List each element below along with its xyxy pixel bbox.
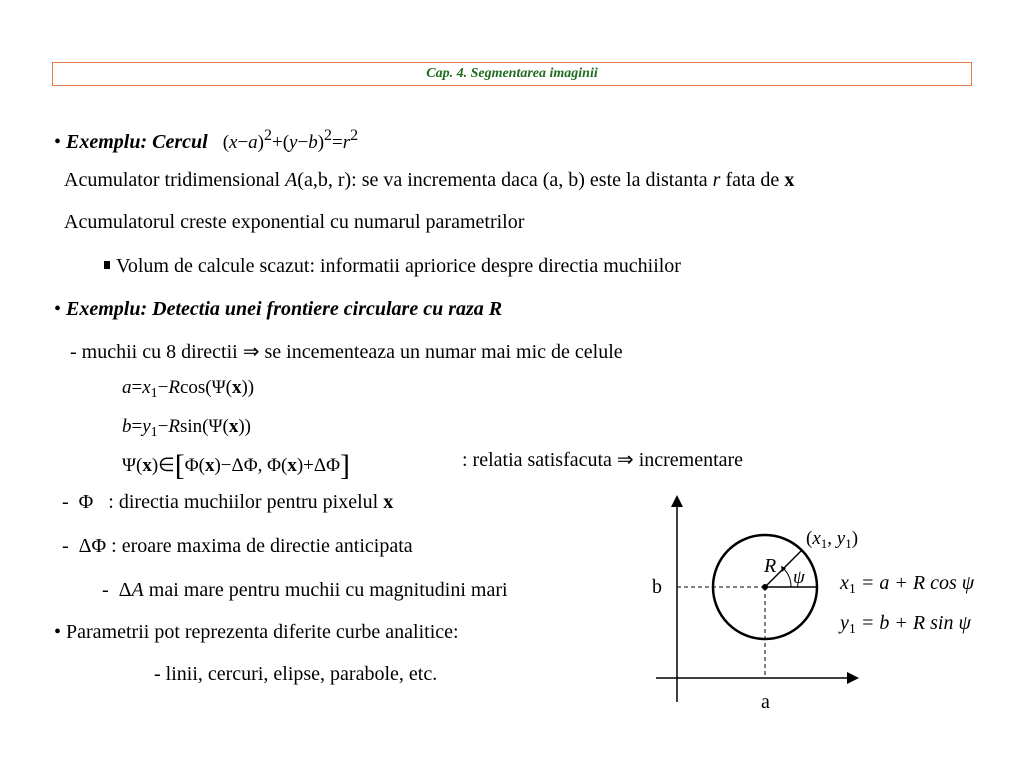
- circular-boundary-label: Exemplu: Detectia unei frontiere circulare cu raza R: [66, 298, 503, 320]
- angle-arc: [784, 569, 791, 587]
- accumulator-growth-line: Acumulatorul creste exponential cu numarul parametrilor: [64, 211, 525, 233]
- chapter-title: Cap. 4. Segmentarea imaginii: [426, 66, 598, 81]
- definition-phi: - Φ : directia muchiilor pentru pixelul x: [62, 491, 394, 513]
- formula-a: $a=x_1-Rcos(\Psi(x))$: [122, 377, 255, 401]
- label-R: R: [764, 555, 777, 577]
- implies-arrow-icon: ⇒: [616, 449, 634, 471]
- label-psi: ψ: [793, 567, 805, 588]
- param-eq-y1: $y_1 = b + R$ sin ψ: [840, 612, 971, 637]
- bullet-dot: •: [54, 131, 62, 153]
- chapter-header: [52, 62, 972, 86]
- formula-psi: Ψ(x)∈[Φ(x)−ΔΦ, Φ(x)+ΔΦ]: [122, 449, 350, 482]
- accumulator-3d-line: Acumulator tridimensional A(a,b, r): se va incrementa daca (a, b) este la distanta r fata de x: [64, 169, 795, 191]
- label-b: b: [652, 576, 662, 598]
- square-bullet-icon: [104, 261, 110, 269]
- implies-arrow-icon: ⇒: [242, 341, 260, 363]
- bullet-dot: •: [54, 298, 62, 320]
- circle-equation: $(x-a)^2+(y-b)^2=r^2$: [222, 127, 359, 153]
- formula-b: $b=y_1-Rsin(\Psi(x))$: [122, 416, 251, 440]
- reduced-compute-line: Volum de calcule scazut: informatii apriorice despre directia muchiilor: [104, 254, 681, 278]
- point-label: ($x_1$, $y_1$): [806, 528, 859, 551]
- circle-diagram: [640, 490, 1020, 720]
- bullet-dot: •: [54, 621, 62, 643]
- edge-directions-line: - muchii cu 8 directii ⇒ se incementeaza un numar mai mic de celule: [70, 341, 623, 363]
- definition-delta-a: - ΔA mai mare pentru muchii cu magnitudini mari: [102, 579, 508, 601]
- relation-satisfied-line: : relatia satisfacuta ⇒ incrementare: [462, 449, 744, 471]
- bullet-analytic-curves: • Parametrii pot reprezenta diferite curbe analitice:: [54, 621, 459, 643]
- circle-example-label: Exemplu: Cercul: [66, 131, 208, 153]
- curves-list-line: - linii, cercuri, elipse, parabole, etc.: [154, 663, 438, 685]
- label-a: a: [761, 691, 770, 713]
- bullet-circle-example: [54, 124, 358, 155]
- bullet-circular-boundary: [54, 297, 502, 321]
- param-eq-x1: $x_1 = a + R$ cos ψ: [840, 572, 975, 597]
- center-point: [762, 584, 768, 590]
- definition-delta-phi: - ΔΦ : eroare maxima de directie anticipata: [62, 535, 413, 557]
